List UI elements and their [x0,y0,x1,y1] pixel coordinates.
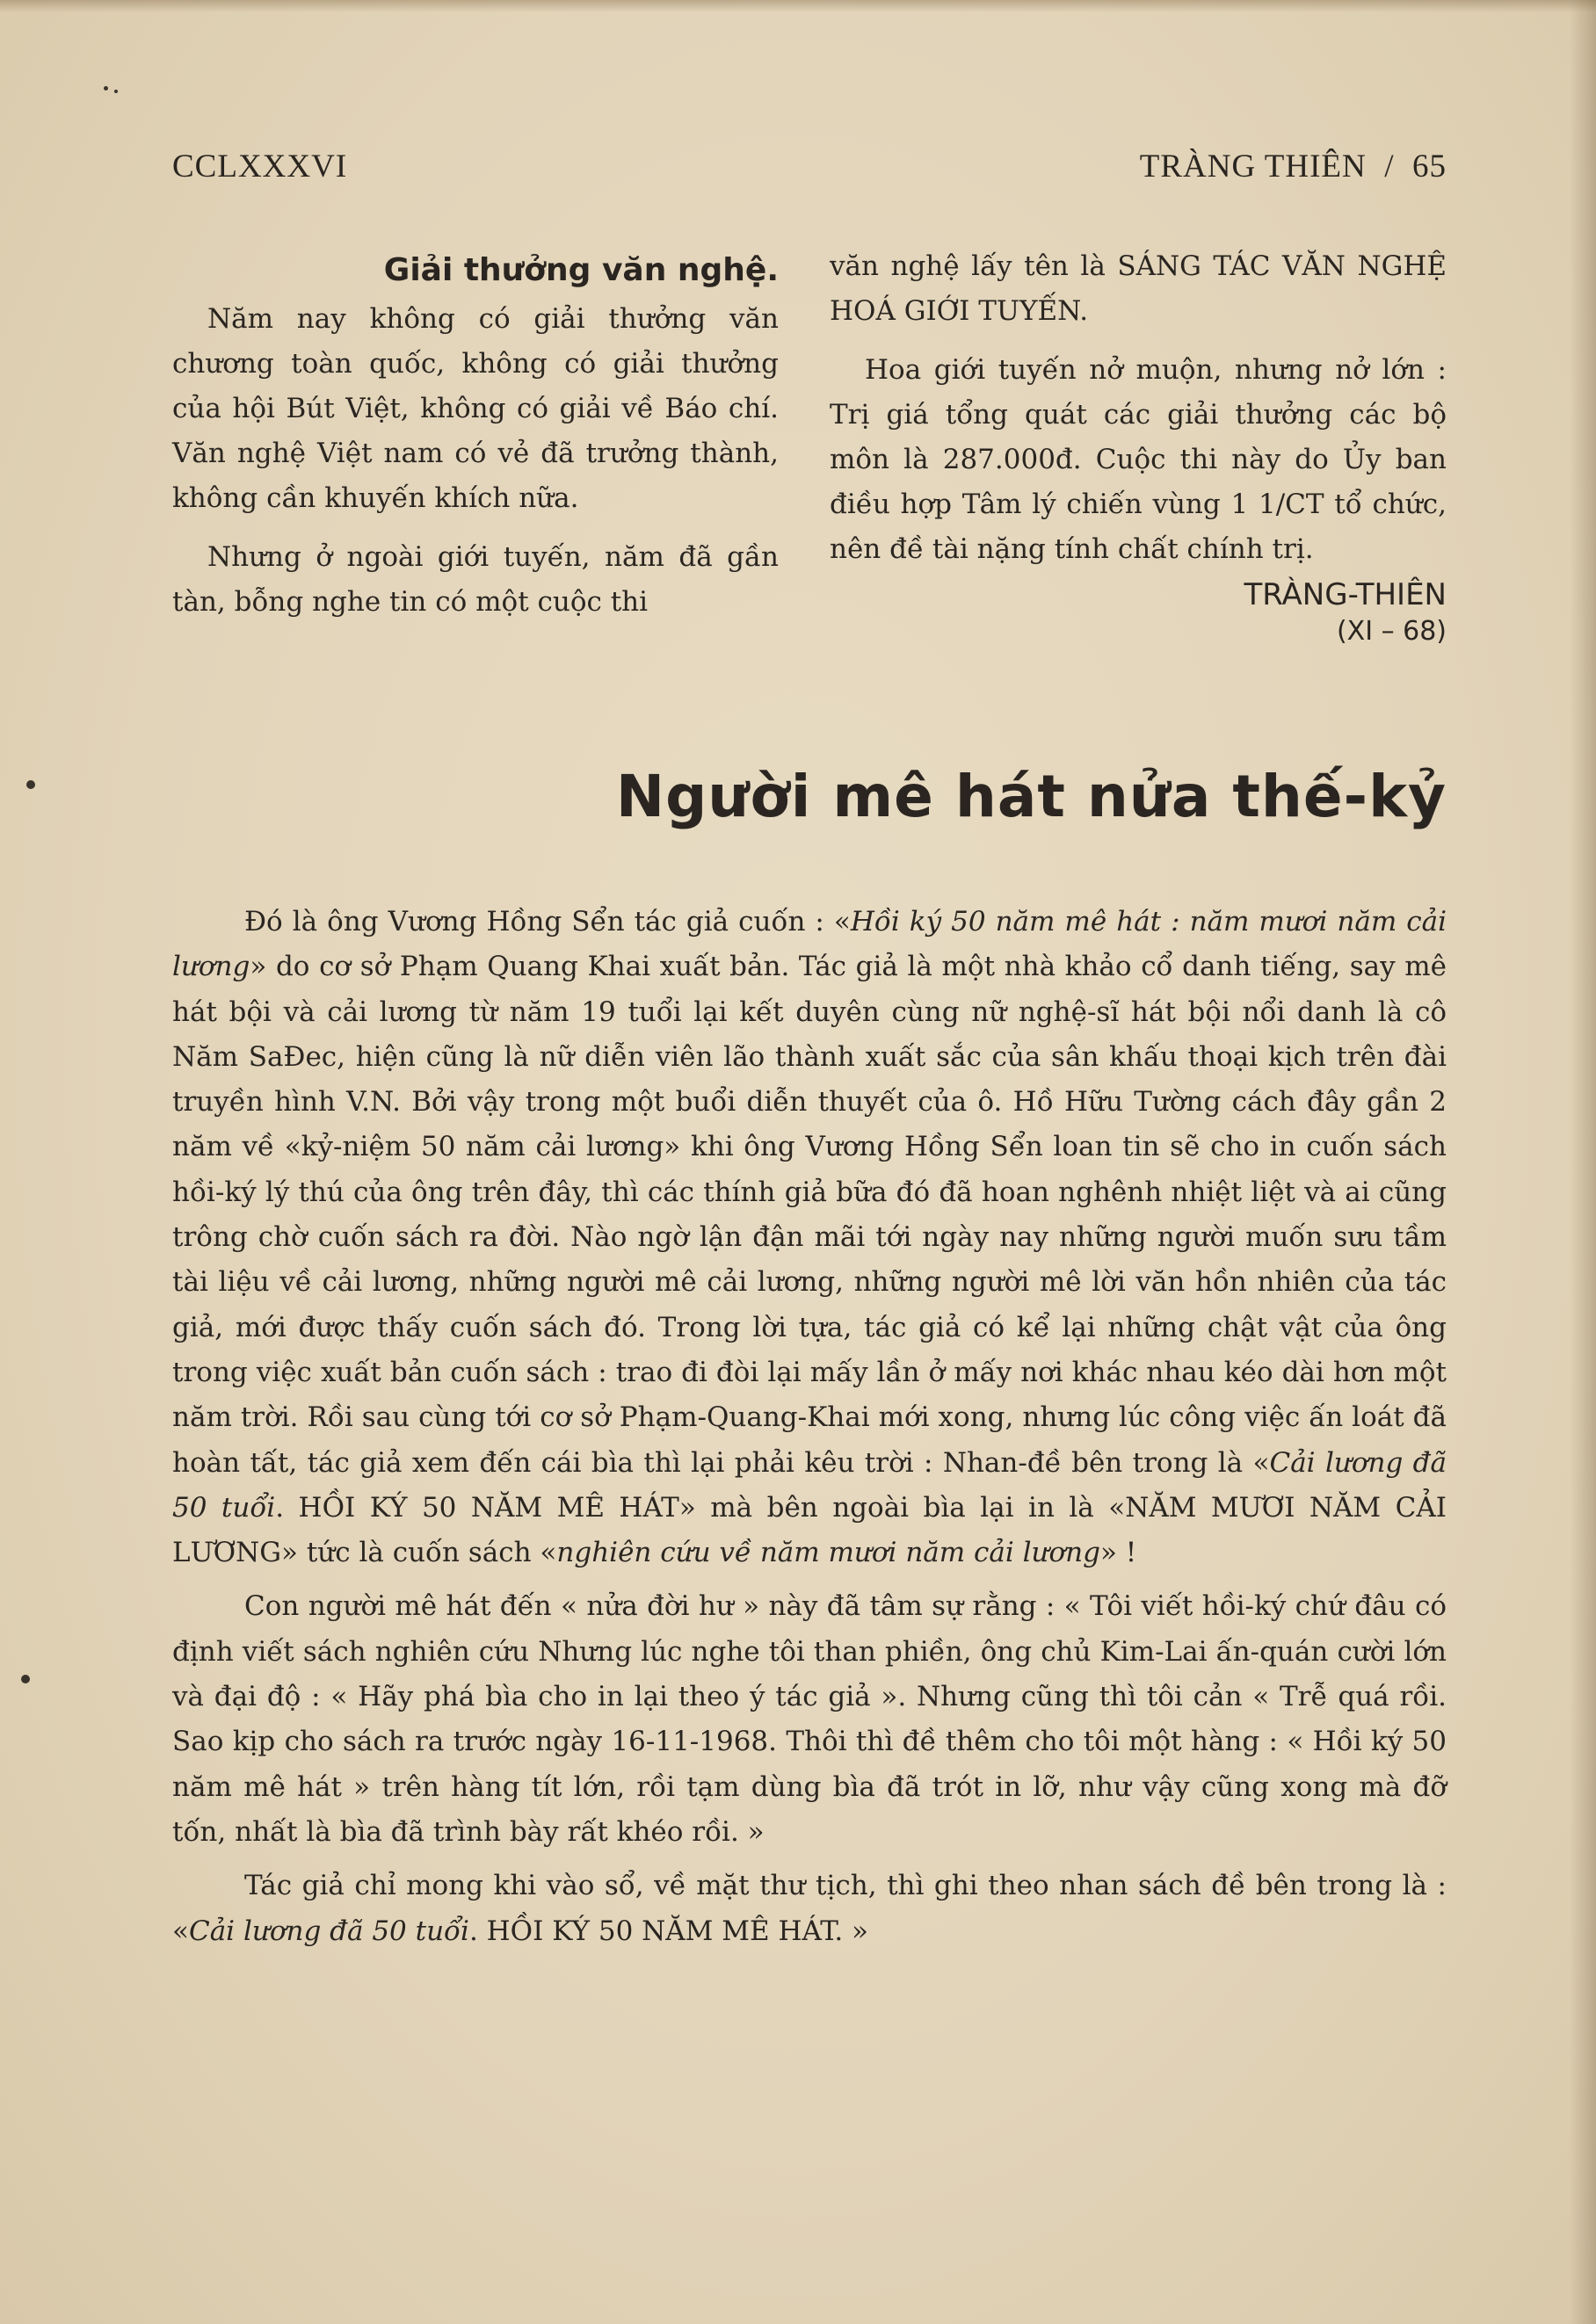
left-column [172,244,779,625]
page-roman-numeral: CCLXXXVI [172,148,348,185]
ink-speck [26,780,35,789]
header-title-page-number: TRÀNG THIÊN / 65 [1139,148,1447,185]
article-paragraph-1 [172,900,1447,1575]
text-run: Tác giả chỉ mong khi vào sổ, về mặt thư tịch, thì ghi theo nhan sách đề bên trong là : « [172,1870,1447,1947]
text-run: . HỒI KÝ 50 NĂM MÊ HÁT. » [468,1915,868,1947]
italic-run: nghiên cứu về năm mươi năm cải lương [556,1537,1100,1569]
article-body [172,900,1447,1954]
italic-run: Cải lương đã 50 tuổi [172,1446,1447,1524]
article-title: Người mê hát nửa thế-kỷ [615,763,1447,830]
italic-run: Cải lương đã 50 tuổi [188,1915,469,1947]
text-run: Đó là ông Vương Hồng Sển tác giả cuốn : « [244,906,851,938]
section-title: Giải thưởng văn nghệ. [383,252,779,288]
right-paragraph-2: Hoa giới tuyến nở muộn, nhưng nở lớn : Trị giá tổng quát các giải thưởng các bộ môn là 287.000đ. Cuộc thi này do Ủy ban điều hợp Tâm lý chiến vùng 1 1/CT tổ chức, nên đề tài nặng tính chất chính trị. [830,354,1447,565]
article-paragraph-3 [172,1864,1447,1954]
left-paragraph-2: Nhưng ở ngoài giới tuyến, năm đã gần tàn, bỗng nghe tin có một cuộc thi [172,541,779,618]
article-paragraph-2: Con người mê hát đến « nửa đời hư » này đã tâm sự rằng : « Tôi viết hồi-ký chứ đâu có định viết sách nghiên cứu Nhưng lúc nghe tôi than phiền, ông chủ Kim-Lai ấn-quán cười lớn và đại độ : « Hãy phá bìa cho in lại theo ý tác giả ». Nhưng cũng thì tôi cản « Trễ quá rồi. Sao kịp cho sách ra trước ngày 16-11-1968. Thôi thì đề thêm cho tôi một hàng : « Hồi ký 50 năm mê hát » trên hàng tít lớn, rồi tạm dùng bìa đã trót in lỡ, như vậy cũng xong mà đỡ tốn, nhất là bìa đã trình bày rất khéo rồi. » [172,1590,1447,1848]
ink-speck [114,90,118,93]
ink-speck [21,1675,30,1683]
text-run: » do cơ sở Phạm Quang Khai xuất bản. Tác giả là một nhà khảo cổ danh tiếng, say mê hát bội và cải lương từ năm 19 tuổi lại kết duyên cùng nữ nghệ-sĩ hát bội nổi danh là cô Năm SaĐec, hiện cũng là nữ diễn viên lão thành xuất sắc của sân khấu thoại kịch trên đài truyền hình V.N. Bởi vậy trong một buổi diễn thuyết của ô. Hồ Hữu Tường cách đây gần 2 năm về «kỷ-niệm 50 năm cải lương» khi ông Vương Hồng Sển loan tin sẽ cho in cuốn sách hồi-ký lý thú của ông trên đây, thì các thính giả bữa đó đã hoan nghênh nhiệt liệt và ai cũng trông chờ cuốn sách ra đời. Nào ngờ lận đận mãi tới ngày nay những người muốn sưu tầm tài liệu về cải lương, những người mê cải lương, những người mê lời văn hồn nhiên của tác giả, mới được thấy cuốn sách đó. Trong lời tựa, tác giả có kể lại những chật vật của ông trong việc xuất bản cuốn sách : trao đi đòi lại mấy lần ở mấy nơi khác nhau kéo dài hơn một năm trời. Rồi sau cùng tới cơ sở Phạm-Quang-Khai mới xong, nhưng lúc công việc ấn loát đã hoàn tất, tác giả xem đến cái bìa thì lại phải kêu trời : Nhan-đề bên trong là « [172,951,1447,1479]
signature-date: (XI – 68) [1336,616,1447,647]
italic-run: Hồi ký 50 năm mê hát : năm mươi năm cải lương [172,906,1447,983]
right-paragraph-1: văn nghệ lấy tên là SÁNG TÁC VĂN NGHỆ HOÁ GIỚI TUYẾN. [830,250,1447,327]
right-column [830,244,1447,649]
text-run: » ! [1099,1537,1137,1569]
paper-right-edge [1570,0,1596,2324]
ink-speck [104,86,108,90]
text-run: . HỒI KÝ 50 NĂM MÊ HÁT» mà bên ngoài bìa lại in là «NĂM MƯƠI NĂM CẢI LƯƠNG» tức là cuốn sách « [172,1491,1447,1569]
author-signature: TRÀNG-THIÊN [1244,577,1447,612]
left-paragraph-1: Năm nay không có giải thưởng văn chương toàn quốc, không có giải thưởng của hội Bút Việt, không có giải về Báo chí. Văn nghệ Việt nam có vẻ đã trưởng thành, không cần khuyến khích nữa. [172,303,779,514]
paper-top-edge [0,0,1596,12]
